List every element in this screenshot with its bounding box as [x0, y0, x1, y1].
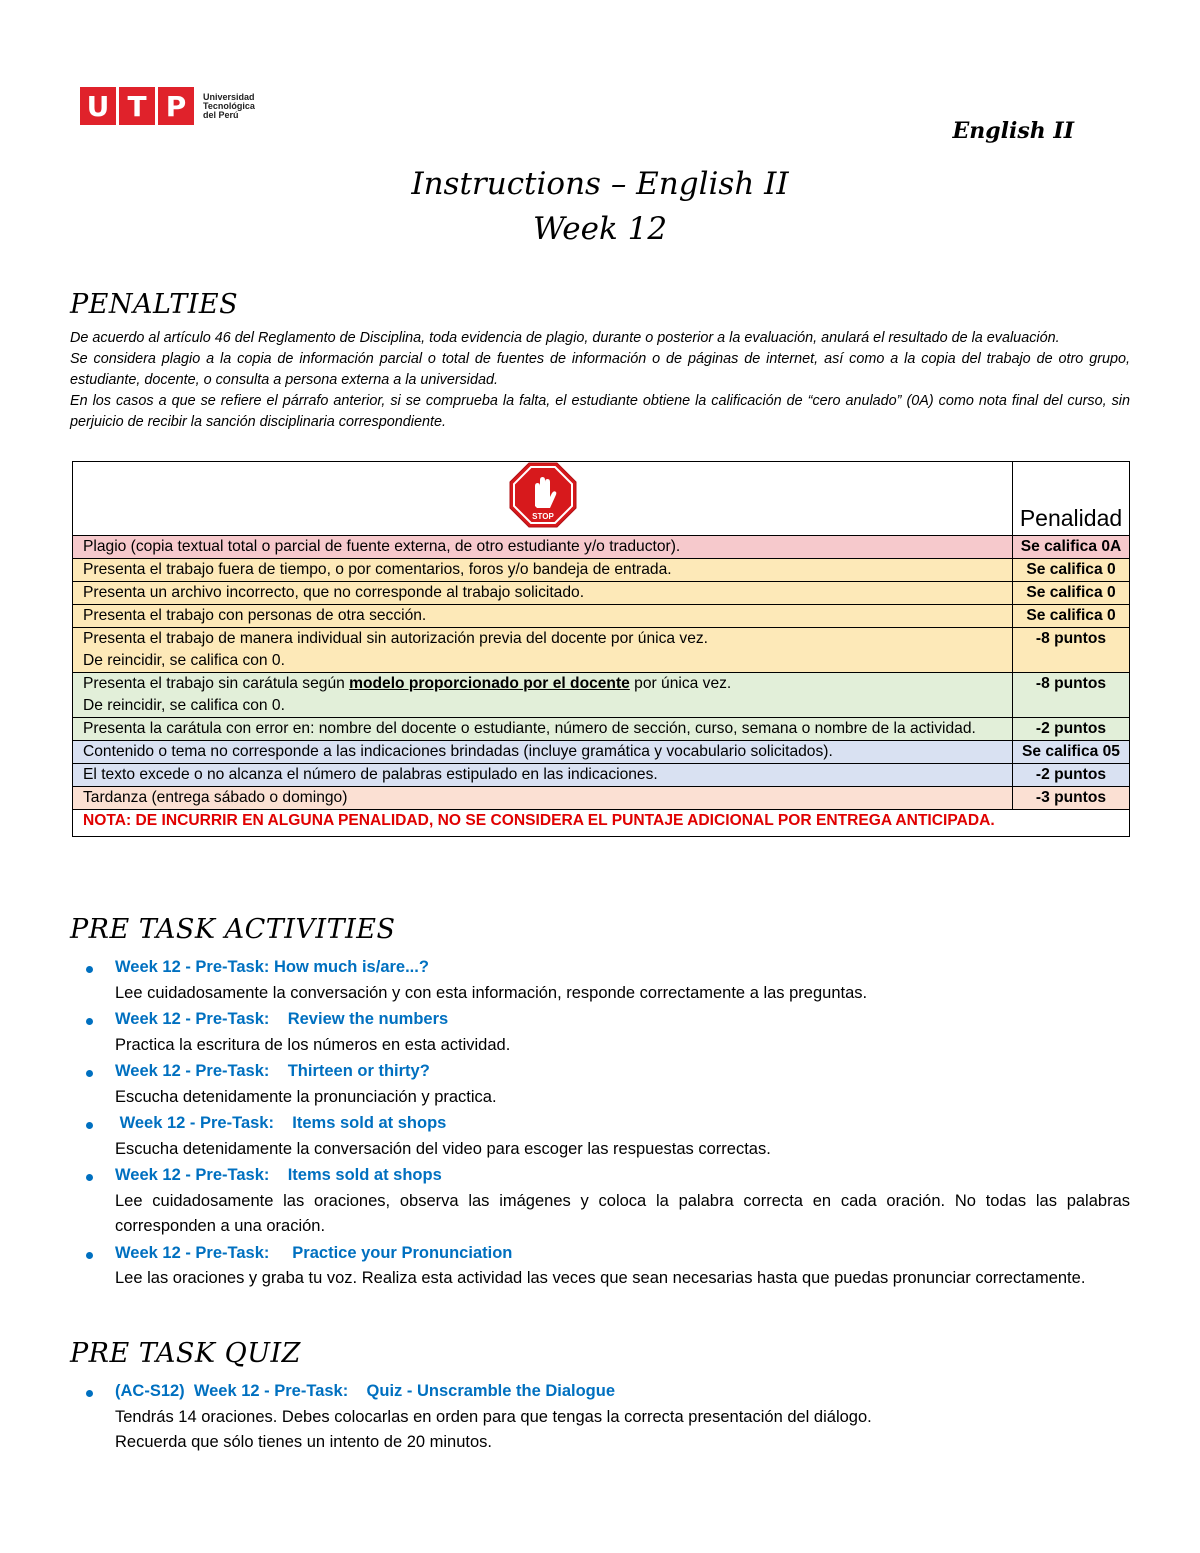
bullet-icon [86, 1070, 93, 1077]
penalty-value: -8 puntos [1013, 673, 1130, 718]
penalties-heading: PENALTIES [70, 289, 239, 320]
penalty-desc-part: Presenta el trabajo sin carátula según [83, 675, 350, 692]
list-item [70, 1241, 1130, 1292]
quiz-list [70, 1379, 1130, 1457]
list-item [70, 1059, 1130, 1110]
penalties-paragraph: Se considera plagio a la copia de información parcial o total de fuentes de información o de páginas de internet, así como a la copia del trabajo de otro grupo, estudiante, docente, o consulta a persona externa a la universidad. [70, 351, 1130, 388]
penalty-desc-line: De reincidir, se califica con 0. [83, 697, 285, 714]
penalty-header: Penalidad [1013, 462, 1130, 536]
table-note-row [73, 810, 1130, 837]
pre-task-heading: PRE TASK ACTIVITIES [70, 914, 396, 945]
stop-sign-text: STOP [531, 512, 554, 521]
penalty-desc: Presenta el trabajo fuera de tiempo, o por comentarios, foros y/o bandeja de entrada. [73, 559, 1013, 582]
activity-desc: Lee las oraciones y graba tu voz. Realiza esta actividad las veces que sean necesarias hasta que puedas pronunciar correctamente. [115, 1269, 1086, 1287]
activity-link[interactable]: Week 12 - Pre-Task: How much is/are...? [115, 958, 429, 976]
list-item [70, 1007, 1130, 1058]
quiz-heading: PRE TASK QUIZ [70, 1338, 301, 1369]
activity-desc: Lee cuidadosamente las oraciones, observa las imágenes y coloca la palabra correcta en cada oración. No todas las palabras corresponden a una oración. [115, 1191, 1130, 1235]
penalty-desc-part: por única vez. [629, 675, 732, 692]
penalty-value: -8 puntos [1013, 628, 1130, 673]
course-label: English II [952, 118, 1074, 144]
list-item [70, 955, 1130, 1006]
penalty-desc: Presenta el trabajo con personas de otra sección. [73, 605, 1013, 628]
logo-letter-t: T [119, 87, 155, 125]
logo-text-line: del Perú [203, 109, 239, 120]
penalty-desc-line [83, 673, 1002, 695]
table-row [73, 787, 1130, 810]
activity-desc: Escucha detenidamente la pronunciación y practica. [115, 1087, 497, 1106]
stop-cell [73, 462, 1013, 536]
penalty-value: Se califica 0A [1013, 536, 1130, 559]
table-row [73, 536, 1130, 559]
bullet-icon [86, 1252, 93, 1259]
penalty-value: -2 puntos [1013, 764, 1130, 787]
list-item [70, 1379, 1130, 1456]
penalties-paragraph: En los casos a que se refiere el párrafo anterior, si se comprueba la falta, el estudiante obtiene la calificación de “cero anulado” (0A) como nota final del curso, sin perjuicio de recibir la sanción disciplinaria correspondiente. [70, 393, 1130, 430]
quiz-desc: Tendrás 14 oraciones. Debes colocarlas en orden para que tengas la correcta presentación del diálogo. [115, 1407, 872, 1426]
pre-task-list [70, 955, 1130, 1293]
penalty-value: Se califica 0 [1013, 605, 1130, 628]
page-title: Instructions – English II [411, 166, 789, 202]
activity-desc: Practica la escritura de los números en esta actividad. [115, 1035, 511, 1054]
activity-link[interactable]: Week 12 - Pre-Task: Practice your Pronunciation [115, 1243, 513, 1262]
utp-logo [80, 87, 255, 125]
bullet-icon [86, 1174, 93, 1181]
logo-text [203, 93, 255, 120]
penalty-desc [73, 628, 1013, 673]
penalty-desc [73, 673, 1013, 718]
table-row [73, 764, 1130, 787]
bullet-icon [86, 1122, 93, 1129]
table-row [73, 605, 1130, 628]
penalty-desc: Plagio (copia textual total o parcial de fuente externa, de otro estudiante y/o traductor). [73, 536, 1013, 559]
table-row [73, 741, 1130, 764]
penalty-desc: El texto excede o no alcanza el número de palabras estipulado en las indicaciones. [73, 764, 1013, 787]
activity-link[interactable]: Week 12 - Pre-Task: Review the numbers [115, 1010, 449, 1028]
penalty-value: -2 puntos [1013, 718, 1130, 741]
table-row [73, 559, 1130, 582]
bullet-icon [86, 1018, 93, 1025]
penalty-note: NOTA: DE INCURRIR EN ALGUNA PENALIDAD, NO SE CONSIDERA EL PUNTAJE ADICIONAL POR ENTREGA ANTICIPADA. [73, 810, 1130, 837]
page-subtitle: Week 12 [532, 211, 668, 247]
table-row [73, 582, 1130, 605]
penalty-desc: Presenta un archivo incorrecto, que no corresponde al trabajo solicitado. [73, 582, 1013, 605]
activity-link[interactable]: Week 12 - Pre-Task: Items sold at shops [115, 1114, 447, 1132]
penalties-paragraph: De acuerdo al artículo 46 del Reglamento de Disciplina, toda evidencia de plagio, durante o posterior a la evaluación, anulará el resultado de la evaluación. [70, 330, 1060, 346]
bullet-icon [86, 1390, 93, 1397]
activity-desc: Escucha detenidamente la conversación del video para escoger las respuestas correctas. [115, 1139, 771, 1158]
stop-sign-icon [509, 462, 577, 528]
penalty-value: -3 puntos [1013, 787, 1130, 810]
logo-text-line: Tecnológica [203, 100, 255, 111]
activity-link[interactable]: Week 12 - Pre-Task: Thirteen or thirty? [115, 1062, 430, 1080]
penalty-value: Se califica 0 [1013, 559, 1130, 582]
penalty-desc-line: De reincidir, se califica con 0. [83, 652, 285, 669]
penalties-table [72, 461, 1130, 837]
logo-letter-u: U [80, 87, 116, 125]
table-row [73, 673, 1130, 718]
penalty-desc: Presenta la carátula con error en: nombre del docente o estudiante, número de sección, curso, semana o nombre de la actividad. [73, 718, 1013, 741]
activity-desc: Lee cuidadosamente la conversación y con esta información, responde correctamente a las preguntas. [115, 983, 868, 1002]
table-row [73, 718, 1130, 741]
penalties-text [70, 328, 1130, 433]
quiz-desc: Recuerda que sólo tienes un intento de 20 minutos. [115, 1433, 493, 1451]
table-row [73, 628, 1130, 673]
model-link-text: modelo proporcionado por el docente [349, 675, 630, 692]
penalty-desc: Contenido o tema no corresponde a las indicaciones brindadas (incluye gramática y vocabulario solicitados). [73, 741, 1013, 764]
penalty-desc-line: Presenta el trabajo de manera individual sin autorización previa del docente por única vez. [83, 630, 708, 647]
penalty-value: Se califica 0 [1013, 582, 1130, 605]
logo-text-line: Universidad [203, 91, 255, 102]
table-header-row [73, 462, 1130, 536]
quiz-link[interactable]: (AC-S12) Week 12 - Pre-Task: Quiz - Unscramble the Dialogue [115, 1382, 616, 1400]
list-item [70, 1111, 1130, 1162]
activity-link[interactable]: Week 12 - Pre-Task: Items sold at shops [115, 1166, 442, 1184]
list-item [70, 1163, 1130, 1240]
bullet-icon [86, 966, 93, 973]
logo-letter-p: P [158, 87, 194, 125]
penalty-value: Se califica 05 [1013, 741, 1130, 764]
penalty-desc: Tardanza (entrega sábado o domingo) [73, 787, 1013, 810]
